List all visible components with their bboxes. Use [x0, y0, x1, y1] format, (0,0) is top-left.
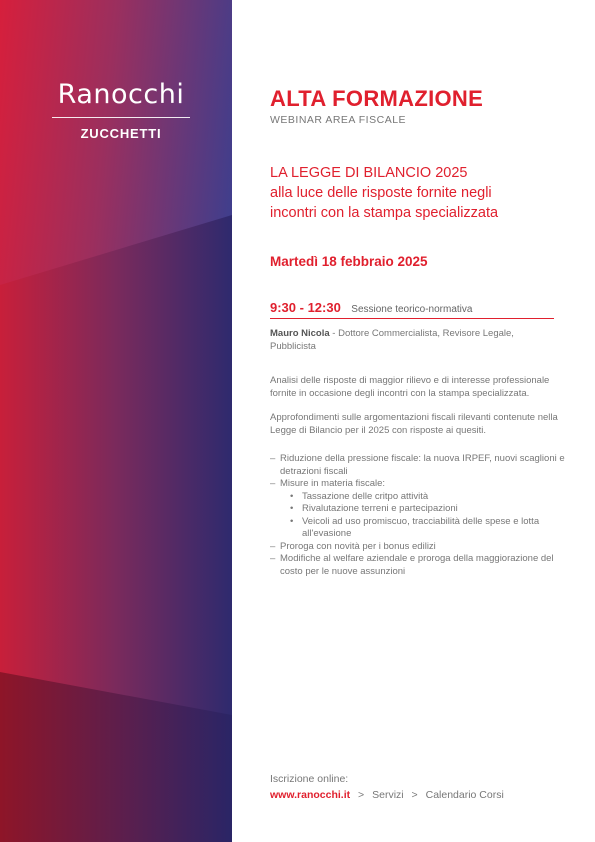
session-divider	[270, 318, 554, 319]
logo-subtext: ZUCCHETTI	[80, 126, 162, 141]
speaker-name: Mauro Nicola	[270, 328, 330, 339]
brand-logo	[52, 80, 190, 141]
list-item: – Riduzione della pressione fiscale: la nuova IRPEF, nuovi scaglioni e detrazioni fiscali	[270, 453, 570, 478]
list-item: – Proroga con novità per i bonus edilizi	[270, 541, 570, 554]
speaker-role: - Dottore Commercialista, Revisore Legale, Pubblicista	[270, 328, 514, 352]
page-title: ALTA FORMAZIONE	[270, 86, 484, 111]
session-type: Sessione teorico-normativa	[351, 304, 473, 315]
website-link[interactable]: www.ranocchi.it	[270, 789, 351, 801]
page-subtitle: WEBINAR AREA FISCALE	[270, 114, 407, 126]
sub-list-item: • Rivalutazione terreni e partecipazioni	[270, 503, 570, 516]
breadcrumb-separator: >	[358, 789, 365, 801]
description-paragraph: Analisi delle risposte di maggior rilievo e di interesse professionale fornite in occasione degli incontri con la stampa specializzata.	[270, 375, 550, 399]
event-title-line: LA LEGGE DI BILANCIO 2025	[270, 165, 468, 181]
breadcrumb-separator: >	[411, 789, 418, 801]
event-date: Martedì 18 febbraio 2025	[270, 254, 428, 269]
list-item: – Modifiche al welfare aziendale e proroga della maggiorazione del costo per le nuove assunzioni	[270, 553, 570, 578]
logo-divider	[52, 117, 190, 118]
topics-list	[270, 453, 570, 578]
event-title-line: alla luce delle risposte fornite negli	[270, 185, 492, 201]
breadcrumb-courses[interactable]: Calendario Corsi	[425, 789, 504, 801]
event-title-line: incontri con la stampa specializzata	[270, 205, 499, 221]
session-time: 9:30 - 12:30	[270, 300, 341, 315]
list-item: – Misure in materia fiscale:	[270, 478, 570, 491]
decorative-sidebar	[0, 0, 232, 842]
registration-footer	[270, 771, 504, 803]
speaker-info	[270, 327, 555, 353]
description-paragraph: Approfondimenti sulle argomentazioni fiscali rilevanti contenute nella Legge di Bilancio per il 2025 con risposte ai quesiti.	[270, 412, 558, 436]
sub-list-item: • Tassazione delle critpo attività	[270, 491, 570, 504]
logo-brand-text: Ranocchi	[57, 79, 185, 110]
session-header	[270, 299, 554, 317]
registration-label: Iscrizione online:	[270, 773, 349, 785]
breadcrumb-services[interactable]: Servizi	[372, 789, 404, 801]
registration-path	[270, 787, 504, 803]
sub-list-item: • Veicoli ad uso promiscuo, tracciabilità delle spese e lotta all'evasione	[270, 516, 570, 541]
event-title	[270, 163, 570, 223]
